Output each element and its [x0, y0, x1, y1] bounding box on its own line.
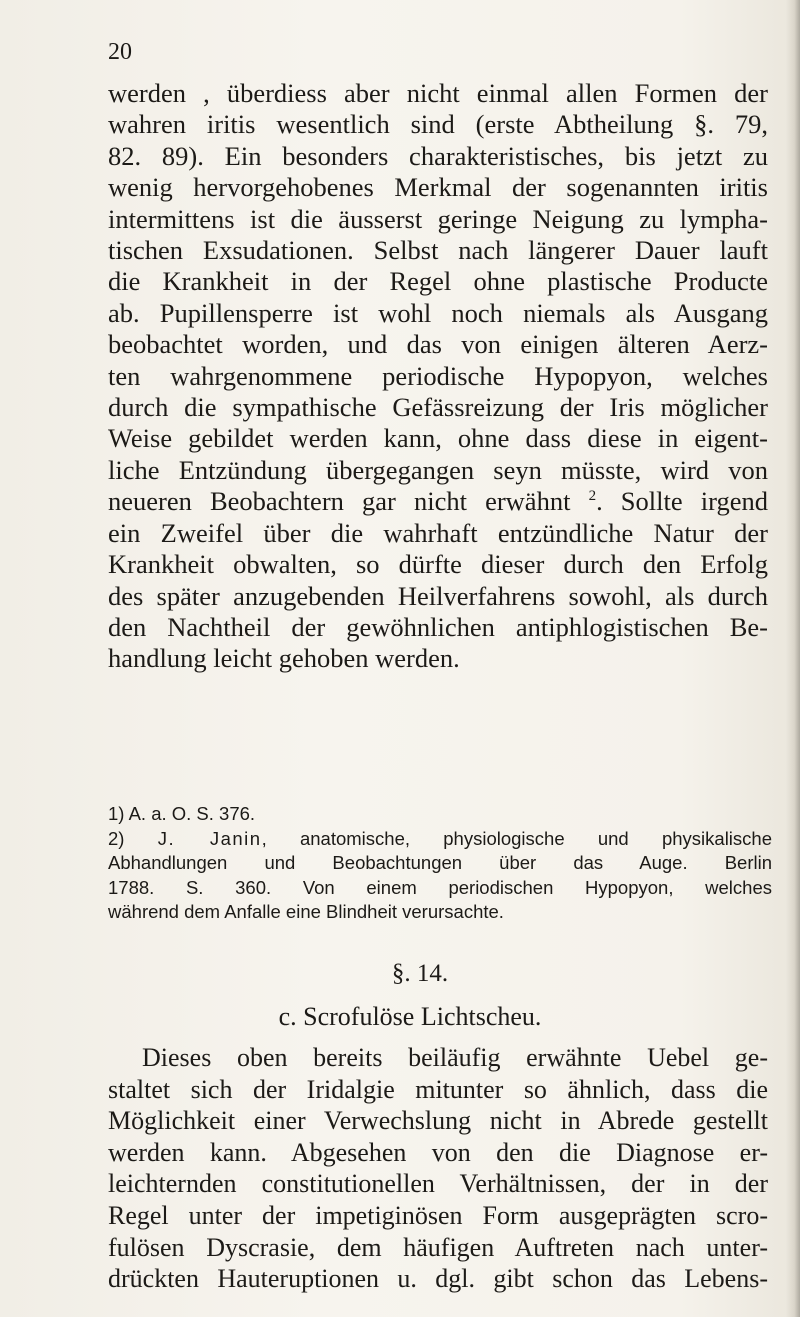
- footnote-line: 1788. S. 360. Von einem periodischen Hypopyon, welches: [108, 876, 772, 898]
- text-line: tischen Exsudationen. Selbst nach längerer Dauer lauft: [108, 235, 768, 266]
- text-line: Weise gebildet werden kann, ohne dass diese in eigent-: [108, 423, 768, 454]
- section-number: §. 14.: [391, 960, 449, 987]
- text-line: fulösen Dyscrasie, dem häufigen Auftreten nach unter-: [108, 1232, 768, 1262]
- section-title: c. Scrofulöse Lichtscheu.: [278, 1002, 542, 1031]
- page-number: 20: [108, 39, 132, 65]
- footnotes: [108, 802, 772, 925]
- text-line: drückten Hauteruptionen u. dgl. gibt schon das Lebens-: [108, 1264, 768, 1294]
- text-line: wahren iritis wesentlich sind (erste Abtheilung §. 79,: [108, 109, 768, 140]
- text-line: ten wahrgenommene periodische Hypopyon, welches: [108, 360, 768, 391]
- text-line: werden , überdiess aber nicht einmal allen Formen der: [108, 78, 768, 108]
- footnote-line: während dem Anfalle eine Blindheit verursachte.: [108, 901, 504, 922]
- text-segment: . Sollte irgend: [596, 486, 768, 517]
- text-line: wenig hervorgehobenes Merkmal der sogenannten iritis: [108, 172, 768, 203]
- text-line: durch die sympathische Gefässreizung der Iris möglicher: [108, 392, 768, 423]
- paragraph-2: [108, 1042, 768, 1295]
- page-edge-shadow: [786, 0, 800, 1317]
- text-segment: neueren Beobachtern gar nicht erwähnt: [108, 486, 571, 517]
- footnote-mark: 2): [108, 827, 125, 849]
- footnote-reference: 2: [588, 488, 597, 505]
- text-line: werden kann. Abgesehen von den die Diagnose er-: [108, 1137, 768, 1167]
- text-line-with-footnote-ref: [108, 486, 768, 517]
- footnote-2: [108, 827, 772, 925]
- text-line: intermittens ist die äusserst geringe Neigung zu lympha-: [108, 203, 768, 234]
- footnote-mark: 1): [108, 803, 125, 824]
- text-line: 82. 89). Ein besonders charakteristisches, bis jetzt zu: [108, 140, 768, 171]
- text-line: den Nachtheil der gewöhnlichen antiphlogistischen Be-: [108, 611, 768, 642]
- text-line: Regel unter der impetiginösen Form ausgeprägten scro-: [108, 1200, 768, 1230]
- footnote-1: [108, 802, 772, 827]
- text-line: des später anzugebenden Heilverfahrens sowohl, als durch: [108, 580, 768, 611]
- text-line: leichternden constitutionellen Verhältnissen, der in der: [108, 1169, 768, 1199]
- footnote-author: J. Janin: [157, 827, 262, 849]
- text-line: Möglichkeit einer Verwechslung nicht in Abrede gestellt: [108, 1106, 768, 1136]
- text-line: beobachtet worden, und das von einigen älteren Aerz-: [108, 329, 768, 360]
- text-line: die Krankheit in der Regel ohne plastische Producte: [108, 266, 768, 297]
- footnote-text: , anatomische, physiologische und physikalische: [261, 827, 772, 849]
- footnote-text: A. a. O. S. 376.: [128, 803, 256, 824]
- text-line: ab. Pupillensperre ist wohl noch niemals als Ausgang: [108, 297, 768, 328]
- text-line: Dieses oben bereits beiläufig erwähnte Uebel ge-: [142, 1043, 768, 1072]
- paragraph-1: [108, 78, 768, 675]
- text-line: liche Entzündung übergegangen seyn müsste, wird von: [108, 454, 768, 485]
- text-line: Krankheit obwalten, so dürfte dieser durch den Erfolg: [108, 549, 768, 580]
- text-line: staltet sich der Iridalgie mitunter so ähnlich, dass die: [108, 1074, 768, 1104]
- text-line: handlung leicht gehoben werden.: [108, 643, 460, 674]
- footnote-line: Abhandlungen und Beobachtungen über das Auge. Berlin: [108, 852, 772, 873]
- text-line: ein Zweifel über die wahrhaft entzündliche Natur der: [108, 517, 768, 548]
- footnote-line: [108, 827, 772, 852]
